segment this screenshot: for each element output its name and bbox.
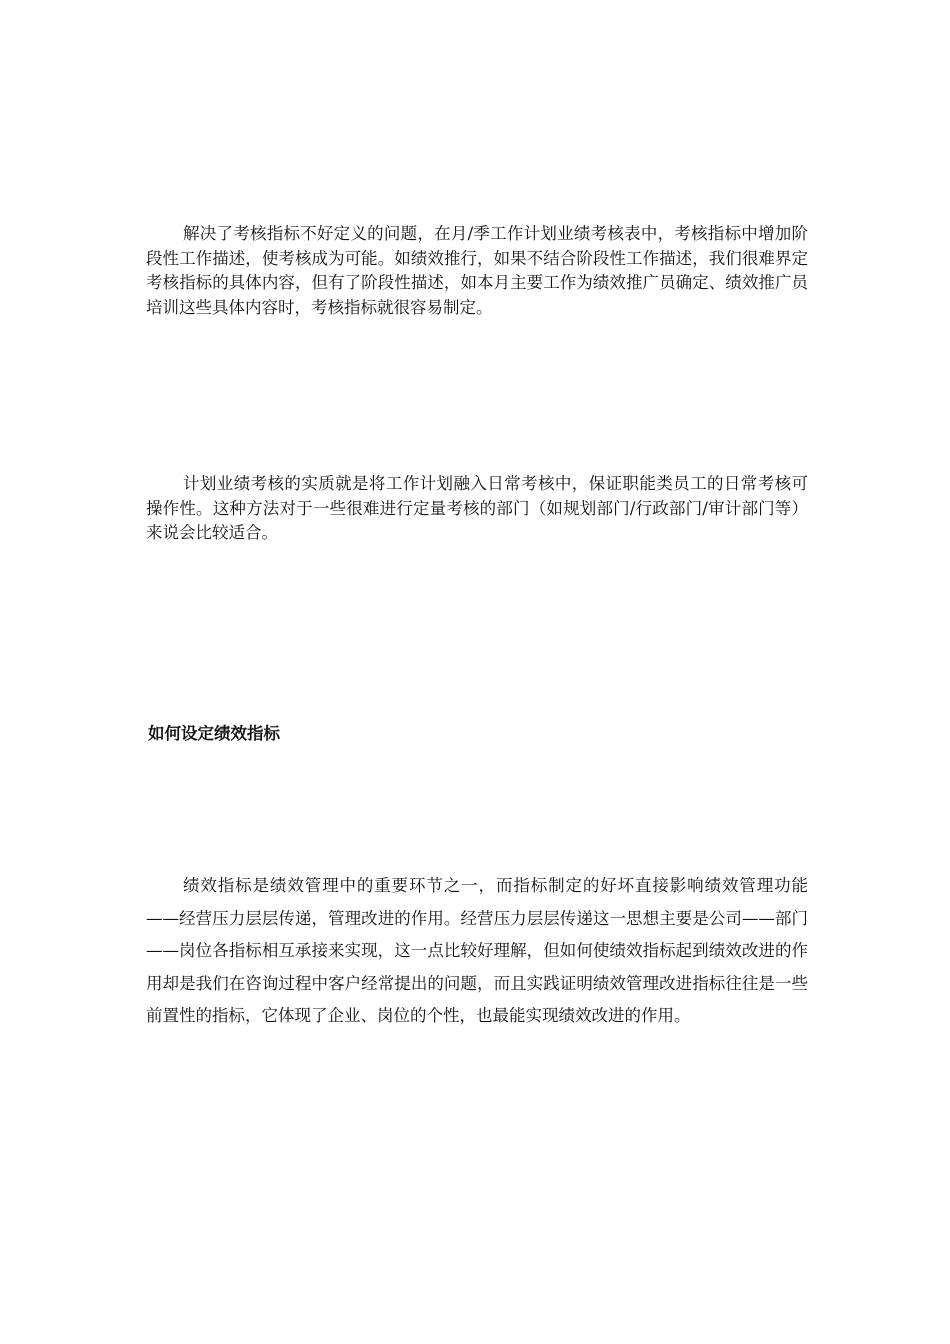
paragraph-stage-description: 解决了考核指标不好定义的问题，在月/季工作计划业绩考核表中，考核指标中增加阶段性工作描述，使考核成为可能。如绩效推行，如果不结合阶段性工作描述，我们很难界定考核指标的具体内容，但有了阶段性描述，如本月主要工作为绩效推广员确定、绩效推广员培训这些具体内容时，考核指标就很容易制定。 — [146, 224, 808, 317]
paragraph-performance-indicators: 绩效指标是绩效管理中的重要环节之一，而指标制定的好坏直接影响绩效管理功能——经营压力层层传递，管理改进的作用。经营压力层层传递这一思想主要是公司——部门——岗位各指标相互承接来实现，这一点比较好理解，但如何使绩效指标起到绩效改进的作用却是我们在咨询过程中客户经常提出的问题，而且实践证明绩效管理改进指标往往是一些前置性的指标，它体现了企业、岗位的个性，也最能实现绩效改进的作用。 — [146, 876, 808, 1025]
paragraph-plan-performance: 计划业绩考核的实质就是将工作计划融入日常考核中，保证职能类员工的日常考核可操作性。这种方法对于一些很难进行定量考核的部门（如规划部门/行政部门/审计部门等）来说会比较适合。 — [146, 474, 808, 542]
section-heading: 如何设定绩效指标 — [148, 724, 280, 743]
